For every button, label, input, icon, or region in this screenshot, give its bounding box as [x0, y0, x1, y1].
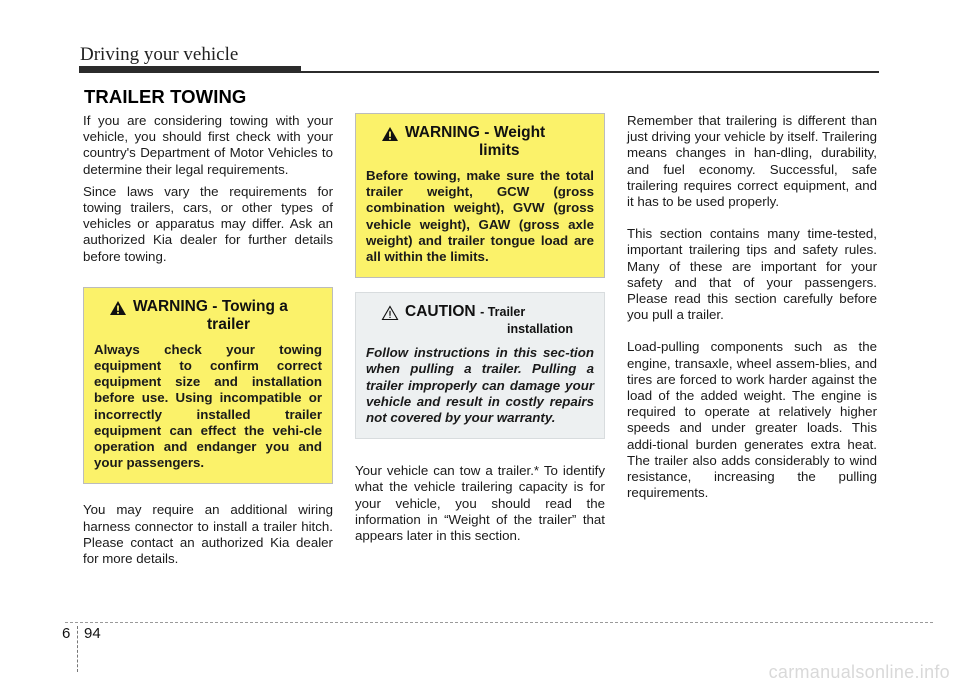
page-number: 94: [84, 625, 101, 642]
caution-subject: - Trailer: [480, 305, 526, 320]
warning-body: Before towing, make sure the total trailer weight, GCW (gross combination weight), GVW (gross vehicle weight), GAW (gross axle weight) and trailer tongue load are all within the limits.: [366, 168, 594, 265]
watermark: carmanualsonline.info: [768, 662, 950, 682]
caution-body: Follow instructions in this sec-tion when pulling a trailer. Pulling a trailer improperly can damage your vehicle and result in costly repairs not covered by your warranty.: [366, 345, 594, 426]
page-number-separator: [77, 626, 78, 672]
warning-label: WARNING -: [405, 124, 490, 141]
warning-header: [381, 124, 594, 160]
paragraph-wiring-harness: You may require an additional wiring harness connector to install a trailer hitch. Please contact an authorized Kia dealer for more details.: [83, 502, 333, 567]
caution-subject-cont: installation: [507, 322, 573, 337]
paragraph-laws-vary: Since laws vary the requirements for towing trailers, cars, or other types of vehicles or apparatus may differ. Ask an authorized Kia dealer for further details before towing.: [83, 183, 333, 264]
column-right: [627, 113, 877, 501]
paragraph-tow-capacity: Your vehicle can tow a trailer.* To identify what the vehicle trailering capacity is for your vehicle, you should read the information in “Weight of the trailer” that appears later in this section.: [355, 463, 605, 544]
column-left: [83, 113, 333, 567]
warning-subject: Towing a: [221, 297, 288, 315]
paragraph-load-components: Load-pulling components such as the engine, transaxle, wheel assem-blies, and tires are forced to work harder against the load of the added weight. The engine is required to operate at relatively higher speeds and under greater loads. This addi-tional burden generates extra heat. The trailer also adds considerably to wind resistance, increasing the pulling requirements.: [627, 339, 877, 501]
warning-subject-cont: trailer: [207, 315, 251, 333]
warning-header: [109, 298, 322, 334]
paragraph-legal-requirements: If you are considering towing with your vehicle, you should first check with your country's Department of Motor Vehicles to determine their legal requirements.: [83, 113, 333, 177]
caution-header: [381, 303, 594, 337]
warning-label: WARNING -: [133, 297, 218, 315]
warning-box-towing-trailer: [83, 287, 333, 485]
column-middle: [355, 113, 605, 544]
warning-body: Always check your towing equipment to confirm correct equipment size and installation before use. Using incompatible or incorrectly installed trailer equipment can effect the vehi-cle operation and endanger you and your passengers.: [94, 341, 322, 471]
footer-divider: [65, 622, 933, 623]
header-rule: [79, 71, 879, 73]
caution-box-trailer-installation: [355, 292, 605, 439]
caution-triangle-icon: [381, 305, 399, 321]
chapter-header-title: Driving your vehicle: [80, 44, 239, 65]
warning-subject-cont: limits: [479, 142, 520, 159]
chapter-number: 6: [62, 625, 71, 642]
section-title: TRAILER TOWING: [84, 86, 247, 107]
paragraph-safety-tips: This section contains many time-tested, important trailering tips and safety rules. Many of these are important for your safety and that of your passengers. Please read this section carefully before you pull a trailer.: [627, 226, 877, 323]
warning-subject: Weight: [493, 124, 546, 141]
warning-box-weight-limits: [355, 113, 605, 278]
paragraph-trailering-different: Remember that trailering is different than just driving your vehicle by itself. Trailering means changes in han-dling, durability, and fuel economy. Successful, safe trailering requires correct equipment, and it has to be used properly.: [627, 113, 877, 210]
warning-triangle-icon: [381, 126, 399, 142]
warning-triangle-icon: [109, 300, 127, 316]
caution-label: CAUTION: [405, 303, 476, 321]
